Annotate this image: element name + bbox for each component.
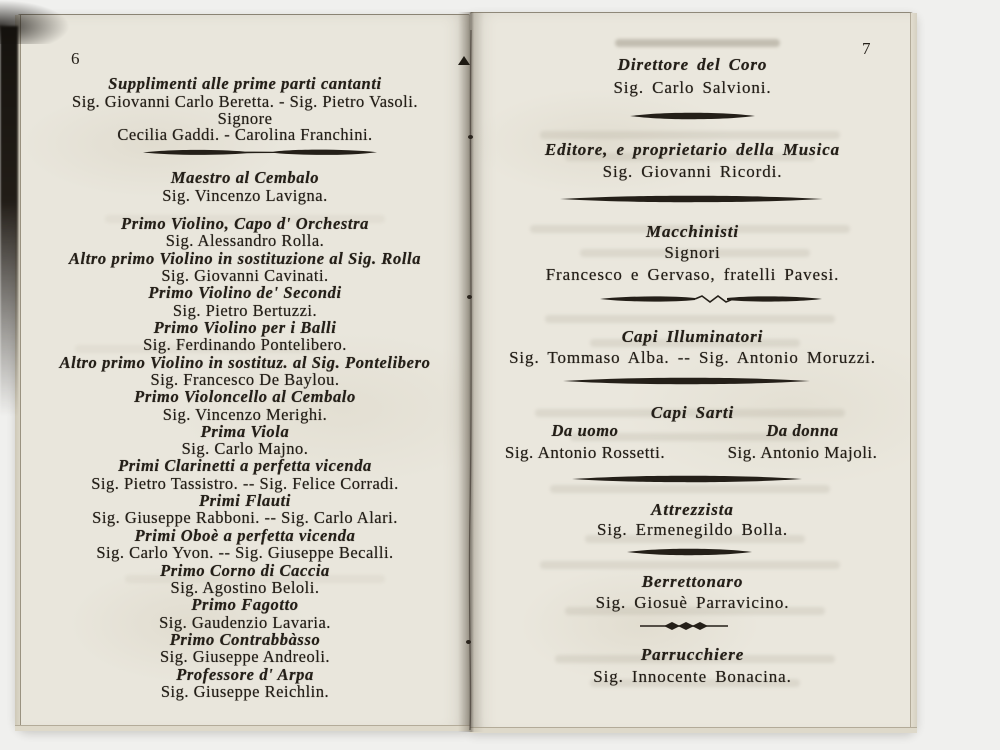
show-through-smudge — [540, 561, 840, 569]
role-line: Attrezzista — [651, 500, 734, 519]
page-right — [470, 12, 917, 733]
role-line: Prima Viola — [200, 422, 290, 441]
name-line: Sig. Pietro Bertuzzi. — [172, 301, 318, 320]
names-line: Francesco e Gervaso, fratelli Pavesi. — [545, 265, 840, 284]
role-line: Direttore del Coro — [617, 55, 768, 74]
role-line: Primi Flauti — [198, 491, 291, 510]
printers-rule — [143, 148, 377, 157]
page-right-edge — [910, 13, 917, 733]
role-line: Primo Fagotto — [191, 595, 299, 614]
show-through-smudge — [540, 131, 840, 139]
name-line: Sig. Alessandro Rolla. — [165, 231, 325, 250]
name-line: Sig. Ermenegildo Bolla. — [596, 520, 788, 539]
column-heading: Da uomo — [551, 421, 619, 440]
name-line: Sig. Agostino Beloli. — [170, 578, 320, 597]
names-line: Sig. Carlo Yvon. -- Sig. Giuseppe Becalli. — [96, 543, 394, 562]
role-line: Primo Violino, Capo d' Orchestra — [121, 214, 369, 233]
role-line: Capi Sarti — [650, 403, 735, 422]
photo-shadow-left — [0, 26, 18, 416]
show-through-smudge — [545, 315, 835, 323]
names-line: Sig. Giovanni Carlo Beretta. - Sig. Pietro Vasoli. — [72, 92, 418, 111]
binding-stitch — [466, 640, 471, 644]
name-line: Sig. Giuseppe Reichlin. — [160, 682, 330, 701]
role-line: Primi Clarinetti a perfetta vicenda — [118, 456, 372, 475]
role-line: Primo Violino de' Secondi — [148, 283, 342, 302]
role-line: Capi Illuminatori — [621, 327, 764, 346]
role-line: Primi Oboè a perfetta vicenda — [134, 526, 356, 545]
photo-shadow-topleft — [0, 0, 70, 44]
name-line: Sig. Giosuè Parravicino. — [595, 593, 790, 612]
printers-rule — [572, 475, 802, 483]
printers-rule — [627, 548, 752, 556]
diamond-ornament — [640, 621, 728, 631]
role-line: Maestro al Cembalo — [170, 168, 320, 187]
page-left — [15, 14, 470, 731]
name-line: Sig. Carlo Salvioni. — [613, 78, 772, 97]
book-gutter — [458, 12, 484, 732]
show-through-smudge — [550, 485, 830, 493]
role-line: Professore d' Arpa — [176, 665, 314, 684]
subheading-line: Signori — [664, 243, 721, 262]
name-line: Sig. Antonio Rossetti. — [504, 443, 666, 462]
binding-stitch — [468, 135, 473, 139]
names-line: Sig. Giuseppe Rabboni. -- Sig. Carlo Alari. — [92, 508, 398, 527]
role-line: Berrettonaro — [641, 572, 744, 591]
subheading-line: Signore — [217, 109, 273, 128]
role-line: Primo Violino per i Balli — [153, 318, 337, 337]
printers-rule — [560, 195, 823, 203]
names-line: Sig. Tommaso Alba. -- Sig. Antonio Moruzzi. — [509, 348, 876, 367]
name-line: Sig. Francesco De Baylou. — [150, 370, 340, 389]
page-number: 6 — [71, 49, 80, 68]
name-line: Sig. Giuseppe Andreoli. — [159, 647, 331, 666]
names-line: Sig. Pietro Tassistro. -- Sig. Felice Corradi. — [91, 474, 399, 493]
role-line: Primo Violoncello al Cembalo — [134, 387, 356, 406]
names-line: Cecilia Gaddi. - Carolina Franchini. — [117, 125, 373, 144]
role-line: Macchinisti — [645, 222, 740, 241]
role-line: Supplimenti alle prime parti cantanti — [108, 74, 382, 93]
role-line: Primo Contrabbàsso — [169, 630, 321, 649]
name-line: Sig. Gaudenzio Lavaria. — [159, 613, 331, 632]
page-left-bottom-edge — [15, 725, 470, 731]
role-line: Altro primo Violino in sostituzione al Sig. Rolla — [68, 249, 422, 268]
name-line: Sig. Ferdinando Pontelibero. — [143, 335, 347, 354]
name-line: Sig. Vincenzo Lavigna. — [162, 186, 328, 205]
name-line: Sig. Carlo Majno. — [181, 439, 309, 458]
show-through-smudge — [615, 39, 780, 47]
column-heading: Da donna — [766, 421, 839, 440]
name-line: Sig. Innocente Bonacina. — [593, 667, 792, 686]
name-line: Sig. Vincenzo Merighi. — [162, 405, 328, 424]
name-line: Sig. Giovanni Ricordi. — [602, 162, 783, 181]
printers-rule — [630, 112, 755, 120]
name-line: Sig. Giovanni Cavinati. — [161, 266, 329, 285]
page-right-bottom-edge — [470, 727, 917, 733]
binding-stitch — [467, 295, 472, 299]
role-line: Parrucchiere — [640, 645, 745, 664]
name-line: Sig. Antonio Majoli. — [727, 443, 878, 462]
binding-crease — [458, 12, 484, 732]
printers-rule — [563, 377, 810, 385]
role-line: Altro primo Violino in sostituz. al Sig. Pontelibero — [59, 353, 431, 372]
page-number: 7 — [862, 39, 871, 58]
role-line: Primo Corno di Caccia — [160, 561, 330, 580]
printers-rule-zigzag — [600, 294, 822, 304]
role-line: Editore, e proprietario della Musica — [544, 140, 841, 159]
gutter-triangle-mark — [458, 56, 470, 65]
